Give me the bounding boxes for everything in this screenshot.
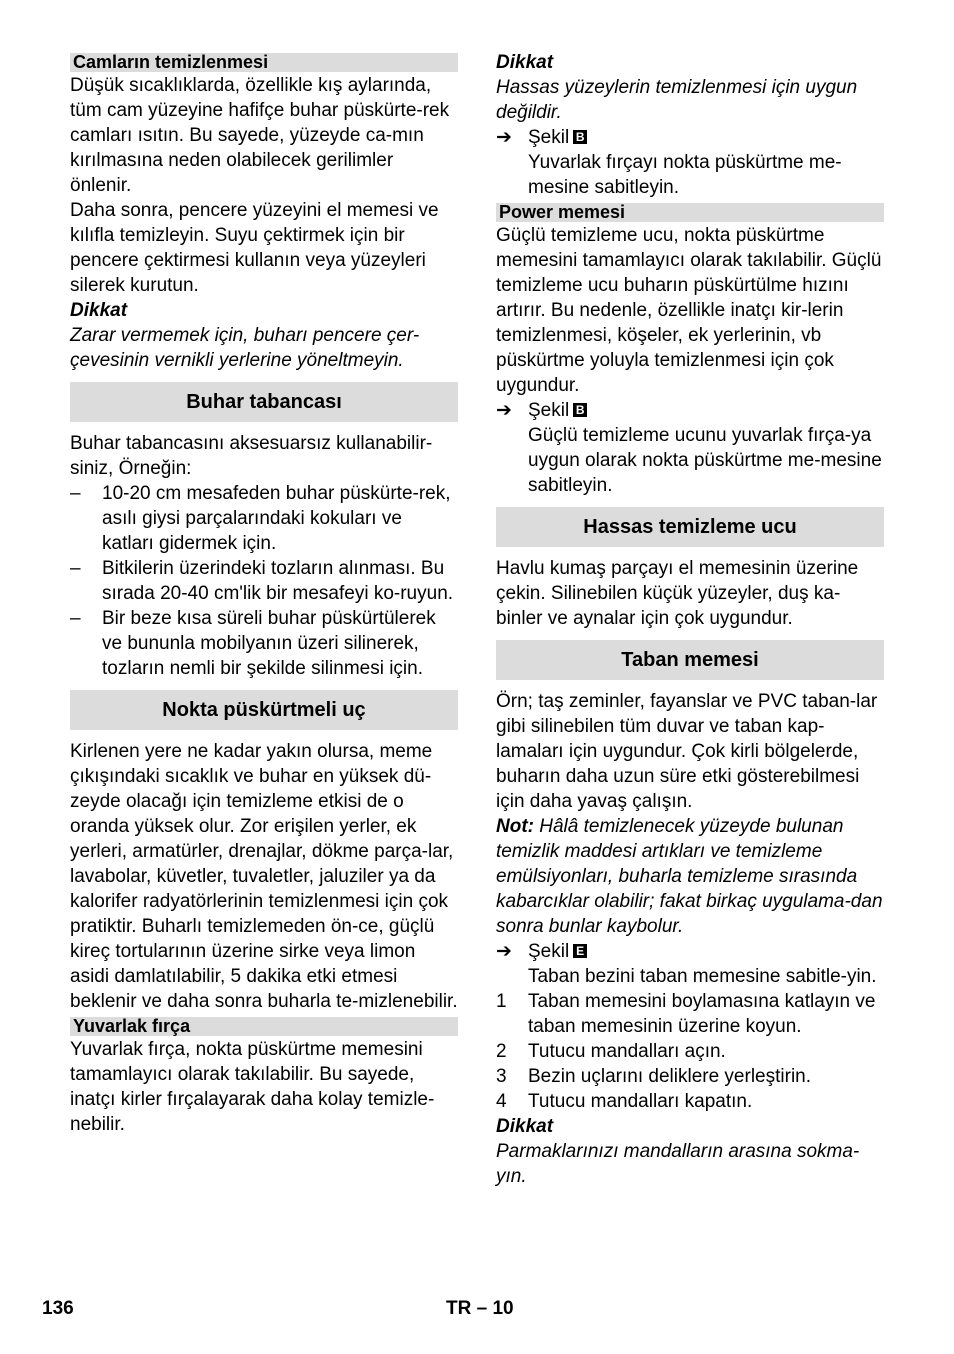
paragraph: Havlu kumaş parçayı el memesinin üzerine çekin. Silinebilen küçük yüzeyler, duş ka-binler ve aynalar için çok uygundur. — [496, 558, 859, 629]
section-title-power-nozzle: Power memesi — [496, 203, 884, 222]
note-paragraph — [496, 814, 884, 939]
left-column — [70, 50, 458, 1137]
item-number: 4 — [496, 1091, 507, 1112]
section-title-steam-gun: Buhar tabancası — [70, 382, 458, 422]
paragraph: Güçlü temizleme ucu, nokta püskürtme memesini tamamlayıcı olarak takılabilir. Güçlü temizleme ucu buharın püskürtülme hızını artırır. Bu nedenle, özellikle inatçı kir-lerin temizlenmesi, köşeler, ek yerlerinin, vb püskürtme yoluyla temizlenmesi için çok uygundur. — [496, 225, 882, 396]
item-number: 2 — [496, 1041, 507, 1062]
caution-text: Parmaklarınızı mandalların arasına sokma-yın. — [496, 1141, 860, 1187]
dash-bullet: – — [70, 558, 81, 579]
arrow-right-icon: ➔ — [496, 400, 512, 421]
figure-word: Şekil — [528, 400, 570, 421]
list-item — [70, 606, 458, 681]
dash-bullet: – — [70, 608, 81, 629]
caution-label: Dikkat — [70, 300, 128, 321]
figure-letter-b: B — [573, 130, 587, 144]
figure-reference — [496, 125, 884, 150]
section-title-floor-nozzle: Taban memesi — [496, 640, 884, 680]
numbered-item — [496, 989, 884, 1039]
item-text: Taban memesini boylamasına katlayın ve taban memesinin üzerine koyun. — [528, 991, 876, 1037]
caution-label: Dikkat — [496, 1116, 554, 1137]
figure-word: Şekil — [528, 127, 570, 148]
item-number: 3 — [496, 1066, 507, 1087]
caution-label: Dikkat — [496, 52, 554, 73]
item-text: Bezin uçlarını deliklere yerleştirin. — [528, 1066, 812, 1087]
paragraph: Yuvarlak fırça, nokta püskürtme memesini tamamlayıcı olarak takılabilir. Bu sayede, inatçı kirler fırçalayarak daha kolay temizle-nebilir. — [70, 1039, 435, 1135]
list-item-text: Bitkilerin üzerindeki tozların alınması. Bu sırada 20-40 cm'lik bir mesafeyi ko-ruyun. — [102, 558, 454, 604]
instruction-step: Yuvarlak fırçayı nokta püskürtme me-mesine sabitleyin. — [528, 152, 842, 198]
list-item-text: Bir beze kısa süreli buhar püskürtülerek ve bununla mobilyanın üzeri silinerek, tozların nemli bir şekilde silinmesi için. — [102, 608, 436, 679]
section-title-round-brush: Yuvarlak fırça — [70, 1017, 458, 1036]
arrow-right-icon: ➔ — [496, 941, 512, 962]
note-label: Not: — [496, 816, 534, 837]
figure-letter-b: B — [573, 403, 587, 417]
item-text: Tutucu mandalları kapatın. — [528, 1091, 753, 1112]
numbered-item — [496, 1039, 884, 1064]
list-item-text: 10-20 cm mesafeden buhar püskürte-rek, asılı giysi parçalarındaki kokuları ve katları gidermek için. — [102, 483, 451, 554]
figure-reference — [496, 398, 884, 423]
list-item — [70, 556, 458, 606]
paragraph: Örn; taş zeminler, fayanslar ve PVC taban-lar gibi silinebilen tüm duvar ve taban kap-lamaları için uygundur. Çok kirli bölgelerde, buharın daha uzun süre etki gösterebilmesi için daha yavaş çalışın. — [496, 691, 878, 812]
list-item — [70, 481, 458, 556]
numbered-item — [496, 1064, 884, 1089]
instruction-step: Güçlü temizleme ucunu yuvarlak fırça-ya uygun olarak nokta püskürtme me-mesine sabitleyin. — [528, 425, 882, 496]
instruction-step: Taban bezini taban memesine sabitle-yin. — [528, 966, 877, 987]
figure-letter-e: E — [573, 944, 587, 958]
numbered-item — [496, 1089, 884, 1114]
right-column — [496, 50, 884, 1189]
caution-text: Hassas yüzeylerin temizlenmesi için uygun değildir. — [496, 77, 858, 123]
section-title-window-cleaning: Camların temizlenmesi — [70, 53, 458, 72]
paragraph: Daha sonra, pencere yüzeyini el memesi ve kılıfla temizleyin. Suyu çektirmek için bir pencere çektirmesi kullanın veya yüzeyleri silerek kurutun. — [70, 200, 439, 296]
item-number: 1 — [496, 991, 507, 1012]
section-title-detail-nozzle: Hassas temizleme ucu — [496, 507, 884, 547]
page-number: 136 — [42, 1298, 74, 1319]
dash-bullet: – — [70, 483, 81, 504]
arrow-right-icon: ➔ — [496, 127, 512, 148]
section-marker: TR – 10 — [446, 1298, 514, 1319]
paragraph: Kirlenen yere ne kadar yakın olursa, meme çıkışındaki sıcaklık ve buhar en yüksek dü-zeyde olacağı için temizleme etkisi de o oranda yüksek olur. Zor erişilen yerler, ek yerleri, armatürler, drenajlar, dökme parça-lar, lavabolar, küvetler, tuvaletler, jaluziler ya da kalorifer radyatörlerinin temizlenmesi için çok pratiktir. Buharlı temizlemeden ön-ce, güçlü kireç tortularının üzerine sirke veya limon asidi damlatılabilir, 5 dakika etki etmesi beklenir ve daha sonra buharla te-mizlenebilir. — [70, 741, 458, 1012]
paragraph: Düşük sıcaklıklarda, özellikle kış aylarında, tüm cam yüzeyine hafifçe buhar püskürte-rek camları ısıtın. Bu sayede, yüzeyde ca-mın kırılmasına neden olabilecek gerilimler önlenir. — [70, 75, 450, 196]
section-title-point-nozzle: Nokta püskürtmeli uç — [70, 690, 458, 730]
note-text: Hâlâ temizlenecek yüzeyde bulunan temizlik maddesi artıkları ve temizleme emülsiyonları, buharla temizleme sırasında kabarcıklar olabilir; fakat birkaç uygulama-dan sonra bunlar kaybolur. — [496, 816, 883, 937]
caution-text: Zarar vermemek için, buharı pencere çer-çevesinin vernikli yerlerine yöneltmeyin. — [70, 325, 420, 371]
paragraph: Buhar tabancasını aksesuarsız kullanabilir-siniz, Örneğin: — [70, 433, 433, 479]
figure-word: Şekil — [528, 941, 570, 962]
figure-reference — [496, 939, 884, 964]
item-text: Tutucu mandalları açın. — [528, 1041, 726, 1062]
